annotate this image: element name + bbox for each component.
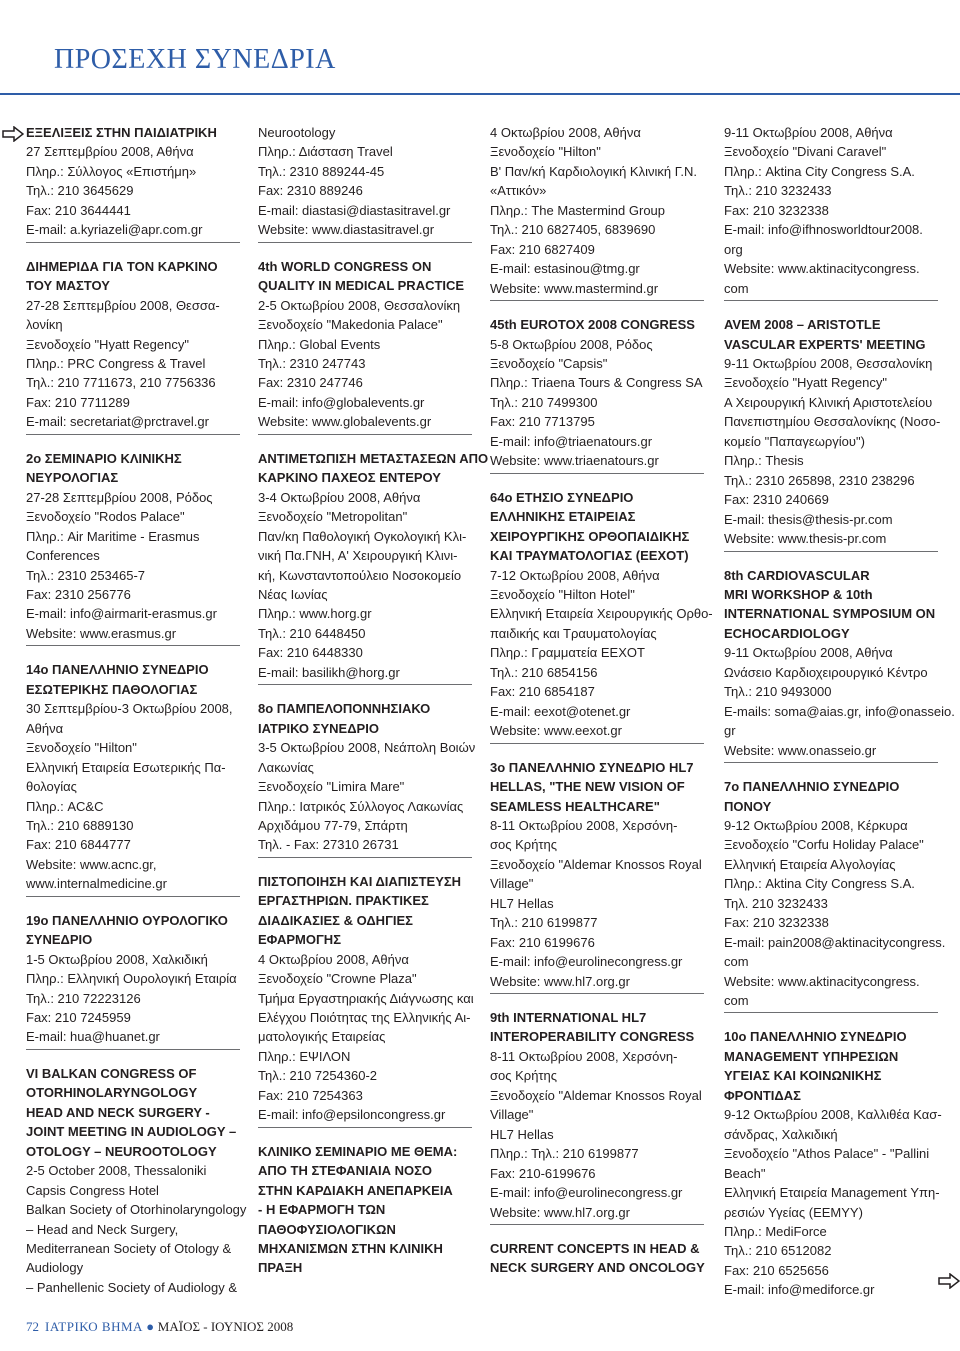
hollow-arrow-right-icon bbox=[938, 1273, 960, 1289]
entry-detail-line: Πληρ.: Thesis bbox=[724, 453, 804, 469]
entry-heading-line: 45th EUROTOX 2008 CONGRESS bbox=[490, 317, 695, 333]
conference-entry bbox=[26, 1064, 247, 1297]
entry-heading-line: CURRENT CONCEPTS IN HEAD & bbox=[490, 1241, 700, 1257]
title-rule bbox=[0, 93, 960, 95]
entry-heading-line: ΥΓΕΙΑΣ ΚΑΙ ΚΟΙΝΩΝΙΚΗΣ bbox=[724, 1068, 882, 1084]
entry-detail-line: E-mail: pain2008@aktinacitycongress. bbox=[724, 934, 946, 950]
entry-detail-line: Fax: 210 6854187 bbox=[490, 684, 595, 700]
entry-detail-line: E-mail: info@mediforce.gr bbox=[724, 1282, 875, 1298]
conference-entry bbox=[724, 315, 941, 551]
entry-detail-line: παιδικής και Τραυματολογίας bbox=[490, 625, 657, 641]
entry-detail-line: Website: www.mastermind.gr bbox=[490, 280, 659, 296]
entry-detail-line: Πληρ.: Γραμματεία ΕΕΧΟΤ bbox=[490, 645, 645, 661]
entry-detail-line: Ελληνική Εταιρεία Εσωτερικής Πα- bbox=[26, 759, 226, 775]
entry-detail-line: Τηλ.: 210 6827405, 6839690 bbox=[490, 222, 656, 238]
entry-detail-line: E-mail: hua@huanet.gr bbox=[26, 1029, 160, 1045]
entry-detail-line: Τηλ. - Fax: 27310 26731 bbox=[258, 837, 399, 853]
entry-heading-line: JOINT MEETING IN AUDIOLOGY – bbox=[26, 1124, 237, 1140]
entry-detail-line: 9-11 Οκτωβρίου 2008, Αθήνα bbox=[724, 645, 893, 661]
entry-detail-line: νική Πα.ΓΝΗ, Α' Χειρουργική Κλινι- bbox=[258, 548, 458, 564]
conference-entry bbox=[724, 566, 955, 764]
entry-detail-line: Τηλ.: 210 7499300 bbox=[490, 394, 598, 410]
entry-detail-line: E-mail: thesis@thesis-pr.com bbox=[724, 511, 893, 527]
entry-heading-line: ΧΕΙΡΟΥΡΓΙΚΗΣ ΟΡΘΟΠΑΙΔΙΚΗΣ bbox=[490, 528, 690, 544]
entry-detail-line: Πληρ.: The Mastermind Group bbox=[490, 202, 666, 218]
entry-heading-line: HEAD AND NECK SURGERY - bbox=[26, 1104, 210, 1120]
entry-heading-line: VASCULAR EXPERTS' MEETING bbox=[724, 336, 926, 352]
entry-detail-line: Τηλ.: 210 3232433 bbox=[724, 183, 832, 199]
column-4 bbox=[724, 123, 955, 1314]
entry-detail-line: org bbox=[724, 241, 743, 257]
entry-detail-line: Website: www.acnc.gr, bbox=[26, 856, 157, 872]
entry-detail-line: E-mail: secretariat@prctravel.gr bbox=[26, 414, 209, 430]
entry-heading-line: ECHOCARDIOLOGY bbox=[724, 625, 850, 641]
entry-heading-line: ΦΡΟΝΤΙΔΑΣ bbox=[724, 1087, 801, 1103]
entry-detail-line: 4 Οκτωβρίου 2008, Αθήνα bbox=[258, 951, 409, 967]
entry-detail-line: Fax: 210 3232338 bbox=[724, 915, 829, 931]
hollow-arrow-right-icon bbox=[2, 126, 24, 142]
entry-detail-line: Πανεπιστημίου Θεσσαλονίκης (Νοσο- bbox=[724, 414, 941, 430]
entry-detail-line: E-mail: info@globalevents.gr bbox=[258, 394, 425, 410]
entry-detail-line: λονίκη bbox=[26, 317, 63, 333]
conference-entry bbox=[258, 257, 472, 435]
entry-detail-line: Ελληνική Εταιρεία Management Υπη- bbox=[724, 1185, 940, 1201]
entry-detail-line: Ξενοδοχείο "Hilton Hotel" bbox=[490, 586, 635, 602]
entry-detail-line: 2-5 Οκτωβρίου 2008, Θεσσαλονίκη bbox=[258, 297, 461, 313]
entry-detail-line: Website: www.triaenatours.gr bbox=[490, 453, 659, 469]
entry-detail-line: Πληρ.: PRC Congress & Travel bbox=[26, 355, 206, 371]
entry-heading-line: OTOLOGY – NEUROOTOLOGY bbox=[26, 1143, 217, 1159]
entry-detail-line: Ξενοδοχείο "Capsis" bbox=[490, 355, 608, 371]
entry-detail-line: Website: www.thesis-pr.com bbox=[724, 531, 887, 547]
entry-detail-line: Fax: 210 6448330 bbox=[258, 645, 363, 661]
entry-detail-line: ματολογικής Εταιρείας bbox=[258, 1029, 386, 1045]
entry-detail-line: Τηλ.: 210 6889130 bbox=[26, 817, 134, 833]
entry-heading-line: ΑΠΟ ΤΗ ΣΤΕΦΑΝΙΑΙΑ ΝΟΣΟ bbox=[258, 1163, 432, 1179]
entry-detail-line: Πληρ.: Σύλλογος «Επιστήμη» bbox=[26, 163, 197, 179]
entry-heading-line: INTERNATIONAL SYMPOSIUM ON bbox=[724, 606, 936, 622]
entry-detail-line: Fax: 2310 247746 bbox=[258, 375, 363, 391]
entry-detail-line: 7-12 Οκτωβρίου 2008, Αθήνα bbox=[490, 567, 660, 583]
entry-heading-line: HELLAS, "THE NEW VISION OF bbox=[490, 779, 685, 795]
entry-detail-line: Fax: 210 6199676 bbox=[490, 934, 595, 950]
entry-heading-line: ΕΡΓΑΣΤΗΡΙΩΝ. ΠΡΑΚΤΙΚΕΣ bbox=[258, 893, 429, 909]
entry-detail-line: Νέας Ιωνίας bbox=[258, 586, 328, 602]
entry-detail-line: Capsis Congress Hotel bbox=[26, 1182, 159, 1198]
entry-detail-line: Ξενοδοχείο "Metropolitan" bbox=[258, 509, 408, 525]
entry-detail-line: Αρχιδάμου 77-79, Σπάρτη bbox=[258, 817, 408, 833]
entry-detail-line: σάνδρας, Χαλκιδική bbox=[724, 1126, 838, 1142]
entry-detail-line: E-mail: eexot@otenet.gr bbox=[490, 703, 631, 719]
entry-detail-line: σος Κρήτης bbox=[490, 837, 558, 853]
entry-detail-line: σος Κρήτης bbox=[490, 1068, 558, 1084]
entry-detail-line: 9-11 Οκτωβρίου 2008, Αθήνα bbox=[724, 125, 893, 140]
conference-entry bbox=[724, 777, 946, 1013]
conference-entry bbox=[26, 911, 240, 1050]
entry-detail-line: com bbox=[724, 280, 749, 296]
conference-entry bbox=[26, 257, 240, 435]
entry-detail-line: 27-28 Σεπτεμβρίου 2008, Θεσσα- bbox=[26, 297, 220, 313]
entry-heading-line: ΕΛΛΗΝΙΚΗΣ ΕΤΑΙΡΕΙΑΣ bbox=[490, 509, 636, 525]
entry-heading-line: 19ο ΠΑΝΕΛΛΗΝΙΟ ΟΥΡΟΛΟΓΙΚΟ bbox=[26, 912, 228, 928]
entry-detail-line: Village" bbox=[490, 1107, 534, 1123]
entry-detail-line: Balkan Society of Otorhinolaryngology bbox=[26, 1202, 247, 1218]
entry-detail-line: Audiology bbox=[26, 1260, 84, 1276]
entry-heading-line: 3ο ΠΑΝΕΛΛΗΝΙΟ ΣΥΝΕΔΡΙΟ HL7 bbox=[490, 759, 694, 775]
entry-detail-line: Τηλ.: 2310 265898, 2310 238296 bbox=[724, 472, 915, 488]
conference-entry bbox=[490, 1239, 704, 1278]
entry-detail-line: E-mail: info@eurolinecongress.gr bbox=[490, 954, 683, 970]
entry-detail-line: Πληρ.: Aktina City Congress S.A. bbox=[724, 876, 915, 892]
conference-entry bbox=[724, 1027, 942, 1299]
entry-detail-line: Πληρ.: Air Maritime - Erasmus bbox=[26, 528, 200, 544]
entry-heading-line: 7ο ΠΑΝΕΛΛΗΝΙΟ ΣΥΝΕΔΡΙΟ bbox=[724, 779, 900, 795]
entry-detail-line: 3-5 Οκτωβρίου 2008, Νεάπολη Βοιών bbox=[258, 740, 476, 756]
entry-detail-line: 8-11 Οκτωβρίου 2008, Χερσόνη- bbox=[490, 1048, 678, 1064]
conference-entry bbox=[490, 488, 713, 744]
entry-heading-line: ΠΡΑΞΗ bbox=[258, 1260, 303, 1276]
entry-detail-line: Fax: 2310 889246 bbox=[258, 183, 363, 199]
entry-detail-line: Ελέγχου Ποιότητας της Ελληνικής Αι- bbox=[258, 1010, 471, 1026]
entry-detail-line: www.internalmedicine.gr bbox=[26, 876, 167, 892]
entry-heading-line: ΕΞΕΛΙΞΕΙΣ ΣΤΗΝ ΠΑΙΔΙΑΤΡΙΚΗ bbox=[26, 125, 217, 140]
entry-heading-line: ΚΛΙΝΙΚΟ ΣΕΜΙΝΑΡΙΟ ΜΕ ΘΕΜΑ: bbox=[258, 1143, 458, 1159]
entry-detail-line: Ξενοδοχείο "Corfu Holiday Palace" bbox=[724, 837, 924, 853]
entry-heading-line: VI BALKAN CONGRESS OF bbox=[26, 1065, 197, 1081]
entry-heading-line: AVEM 2008 – ARISTOTLE bbox=[724, 317, 881, 333]
entry-detail-line: 8-11 Οκτωβρίου 2008, Χερσόνη- bbox=[490, 817, 678, 833]
entry-detail-line: Website: www.onasseio.gr bbox=[724, 742, 877, 758]
entry-detail-line: Fax: 210 6844777 bbox=[26, 837, 131, 853]
entry-detail-line: Website: www.hl7.org.gr bbox=[490, 973, 630, 989]
entry-detail-line: Πληρ.: Global Events bbox=[258, 336, 381, 352]
page-title: ΠΡΟΣΕΧΗ ΣΥΝΕΔΡΙΑ bbox=[54, 44, 336, 75]
entry-detail-line: Website: www.eexot.gr bbox=[490, 723, 622, 739]
entry-detail-line: θολογίας bbox=[26, 779, 77, 795]
entry-heading-line: MRI WORKSHOP & 10th bbox=[724, 586, 873, 602]
entry-detail-line: Website: www.aktinacitycongress. bbox=[724, 973, 920, 989]
entry-detail-line: Ξενοδοχείο "Crowne Plaza" bbox=[258, 971, 417, 987]
entry-detail-line: Mediterranean Society of Otology & bbox=[26, 1241, 232, 1257]
entry-detail-line: Πληρ.: Ιατρικός Σύλλογος Λακωνίας bbox=[258, 798, 464, 814]
entry-detail-line: gr bbox=[724, 723, 736, 739]
conference-entry bbox=[490, 123, 704, 301]
entry-detail-line: Τηλ.: 2310 889244-45 bbox=[258, 163, 385, 179]
entry-heading-line: 10ο ΠΑΝΕΛΛΗΝΙΟ ΣΥΝΕΔΡΙΟ bbox=[724, 1029, 907, 1045]
conference-entry bbox=[490, 1008, 704, 1225]
entry-detail-line: Fax: 210 3232338 bbox=[724, 202, 829, 218]
conference-entry bbox=[258, 449, 489, 685]
entry-detail-line: Α Χειρουργική Κλινική Αριστοτελείου bbox=[724, 394, 933, 410]
entry-heading-line: - Η ΕΦΑΡΜΟΓΗ ΤΩΝ bbox=[258, 1202, 386, 1218]
entry-heading-line: SEAMLESS HEALTHCARE" bbox=[490, 798, 660, 814]
entry-heading-line: 14ο ΠΑΝΕΛΛΗΝΙΟ ΣΥΝΕΔΡΙΟ bbox=[26, 662, 209, 678]
entry-detail-line: Ξενοδοχείο "Aldemar Knossos Royal bbox=[490, 856, 702, 872]
entry-detail-line: Village" bbox=[490, 876, 534, 892]
entry-detail-line: 27 Σεπτεμβρίου 2008, Αθήνα bbox=[26, 144, 194, 160]
entry-detail-line: Fax: 210 7713795 bbox=[490, 414, 595, 430]
entry-detail-line: Website: www.aktinacitycongress. bbox=[724, 261, 920, 277]
entry-detail-line: 1-5 Οκτωβρίου 2008, Χαλκιδική bbox=[26, 951, 208, 967]
footer-bullet: ● bbox=[146, 1319, 155, 1334]
entry-detail-line: Πληρ.: Ελληνική Ουρολογική Εταιρία bbox=[26, 971, 237, 987]
entry-detail-line: 5-8 Οκτωβρίου 2008, Ρόδος bbox=[490, 336, 653, 352]
entry-detail-line: 27-28 Σεπτεμβρίου 2008, Ρόδος bbox=[26, 489, 213, 505]
conference-entry bbox=[490, 315, 704, 474]
entry-heading-line: ΝΕΥΡΟΛΟΓΙΑΣ bbox=[26, 470, 119, 486]
entry-heading-line: 2ο ΣΕΜΙΝΑΡΙΟ ΚΛΙΝΙΚΗΣ bbox=[26, 450, 182, 466]
entry-heading-line: MANAGEMENT ΥΠΗΡΕΣΙΩΝ bbox=[724, 1048, 899, 1064]
entry-heading-line: ΠΑΘΟΦΥΣΙΟΛΟΓΙΚΩΝ bbox=[258, 1221, 396, 1237]
entry-heading-line: ΚΑΡΚΙΝΟ ΠΑΧΕΟΣ ΕΝΤΕΡΟΥ bbox=[258, 470, 441, 486]
entry-heading-line: 64ο ΕΤΗΣΙΟ ΣΥΝΕΔΡΙΟ bbox=[490, 489, 634, 505]
column-1 bbox=[26, 123, 247, 1311]
entry-detail-line: 30 Σεπτεμβρίου-3 Οκτωβρίου 2008, bbox=[26, 701, 233, 717]
conference-entry bbox=[26, 660, 240, 896]
entry-detail-line: Πληρ.: Διάσταση Travel bbox=[258, 144, 393, 160]
entry-heading-line: ΑΝΤΙΜΕΤΩΠΙΣΗ ΜΕΤΑΣΤΑΣΕΩΝ ΑΠΟ bbox=[258, 450, 489, 466]
entry-detail-line: Website: www.globalevents.gr bbox=[258, 414, 432, 430]
entry-detail-line: Beach" bbox=[724, 1165, 766, 1181]
entry-detail-line: Ξενοδοχείο "Hilton" bbox=[26, 740, 137, 756]
entry-detail-line: Β' Παν/κή Καρδιολογική Κλινική Γ.Ν. bbox=[490, 163, 698, 179]
entry-detail-line: E-mail: info@eurolinecongress.gr bbox=[490, 1185, 683, 1201]
entry-detail-line: Τηλ.: 210 7711673, 210 7756336 bbox=[26, 375, 216, 391]
entry-heading-line: ΣΤΗΝ ΚΑΡΔΙΑΚΗ ΑΝΕΠΑΡΚΕΙΑ bbox=[258, 1182, 453, 1198]
entry-detail-line: Fax: 210 3644441 bbox=[26, 202, 131, 218]
entry-heading-line: 9th INTERNATIONAL HL7 bbox=[490, 1010, 647, 1026]
entry-detail-line: Ξενοδοχείο "Hilton" bbox=[490, 144, 601, 160]
entry-heading-line: ΠΟΝΟΥ bbox=[724, 798, 772, 814]
entry-detail-line: Τηλ.: 210 9493000 bbox=[724, 684, 832, 700]
entry-heading-line: QUALITY IN MEDICAL PRACTICE bbox=[258, 278, 465, 294]
entry-detail-line: Τηλ.: 210 72223126 bbox=[26, 990, 141, 1006]
entry-detail-line: Ξενοδοχείο "Makedonia Palace" bbox=[258, 317, 443, 333]
entry-detail-line: Πληρ.: MediForce bbox=[724, 1224, 827, 1240]
conference-entry bbox=[724, 123, 938, 301]
entry-heading-line: ΔΙΗΜΕΡΙΔΑ ΓΙΑ ΤΟΝ ΚΑΡΚΙΝΟ bbox=[26, 258, 218, 274]
entry-detail-line: Τηλ.: 210 6854156 bbox=[490, 664, 598, 680]
entry-heading-line: ΕΣΩΤΕΡΙΚΗΣ ΠΑΘΟΛΟΓΙΑΣ bbox=[26, 681, 198, 697]
entry-detail-line: Τηλ.: 210 6448450 bbox=[258, 625, 366, 641]
entry-detail-line: Τμήμα Εργαστηριακής Διάγνωσης και bbox=[258, 990, 474, 1006]
entry-detail-line: Ξενοδοχείο "Limira Mare" bbox=[258, 779, 405, 795]
column-3 bbox=[490, 123, 713, 1292]
entry-heading-line: ΜΗΧΑΝΙΣΜΩΝ ΣΤΗΝ ΚΛΙΝΙΚΗ bbox=[258, 1241, 443, 1257]
entry-detail-line: E-mail: info@ifhnosworldtour2008. bbox=[724, 222, 923, 238]
entry-detail-line: Πληρ.: Triaena Tours & Congress SA bbox=[490, 375, 703, 391]
entry-detail-line: Fax: 2310 240669 bbox=[724, 492, 829, 508]
entry-detail-line: Τηλ.: 210 6512082 bbox=[724, 1243, 832, 1259]
conference-entry bbox=[258, 123, 472, 243]
entry-heading-line: ΔΙΑΔΙΚΑΣΙΕΣ & ΟΔΗΓΙΕΣ bbox=[258, 912, 413, 928]
entry-detail-line: Ελληνική Εταιρεία Αλγολογίας bbox=[724, 856, 896, 872]
entry-heading-line: ΠΙΣΤΟΠΟΙΗΣΗ ΚΑΙ ΔΙΑΠΙΣΤΕΥΣΗ bbox=[258, 873, 462, 889]
conference-entry bbox=[258, 699, 476, 858]
entry-detail-line: E-mail: info@triaenatours.gr bbox=[490, 433, 653, 449]
entry-detail-line: 3-4 Οκτωβρίου 2008, Αθήνα bbox=[258, 489, 421, 505]
conference-entry bbox=[258, 1142, 472, 1278]
entry-detail-line: Λακωνίας bbox=[258, 759, 314, 775]
entry-detail-line: Website: www.hl7.org.gr bbox=[490, 1204, 630, 1220]
entry-heading-line: ΕΦΑΡΜΟΓΗΣ bbox=[258, 932, 341, 948]
entry-detail-line: κομείο "Παπαγεωργίου") bbox=[724, 433, 865, 449]
entry-detail-line: 9-12 Οκτωβρίου 2008, Καλλιθέα Κασ- bbox=[724, 1107, 942, 1123]
entry-detail-line: 2-5 October 2008, Thessaloniki bbox=[26, 1163, 207, 1179]
entry-detail-line: Fax: 210 6827409 bbox=[490, 241, 595, 257]
entry-heading-line: INTEROPERABILITY CONGRESS bbox=[490, 1029, 695, 1045]
entry-detail-line: Τηλ.: 210 7254360-2 bbox=[258, 1068, 378, 1084]
entry-detail-line: Conferences bbox=[26, 548, 100, 564]
entry-detail-line: Fax: 210 6525656 bbox=[724, 1262, 829, 1278]
entry-detail-line: Τηλ.: 210 3645629 bbox=[26, 183, 134, 199]
entry-detail-line: com bbox=[724, 993, 749, 1009]
entry-detail-line: Τηλ.: 2310 247743 bbox=[258, 355, 366, 371]
entry-heading-line: ΤΟΥ ΜΑΣΤΟΥ bbox=[26, 278, 110, 294]
entry-detail-line: E-mail: basilikh@horg.gr bbox=[258, 664, 400, 680]
entry-detail-line: Τηλ. 210 3232433 bbox=[724, 895, 828, 911]
entry-detail-line: Fax: 210 7245959 bbox=[26, 1010, 131, 1026]
issue-date: ΜΑΪΟΣ - ΙΟΥΝΙΟΣ 2008 bbox=[157, 1319, 294, 1334]
entry-detail-line: E-mail: info@airmarit-erasmus.gr bbox=[26, 606, 217, 622]
magazine-name: ΙΑΤΡΙΚΟ ΒΗΜΑ bbox=[45, 1319, 143, 1334]
entry-heading-line: 4th WORLD CONGRESS ON bbox=[258, 258, 432, 274]
entry-detail-line: HL7 Hellas bbox=[490, 895, 554, 911]
entry-detail-line: κή, Κωνσταντοπούλειο Νοσοκομείο bbox=[258, 567, 462, 583]
entry-detail-line: Ελληνική Εταιρεία Χειρουργικής Ορθο- bbox=[490, 606, 713, 622]
entry-detail-line: Fax: 210-6199676 bbox=[490, 1165, 596, 1181]
entry-detail-line: Website: www.diastasitravel.gr bbox=[258, 222, 435, 238]
column-2 bbox=[258, 123, 489, 1292]
entry-detail-line: com bbox=[724, 954, 749, 970]
entry-detail-line: Τηλ.: 2310 253465-7 bbox=[26, 567, 146, 583]
entry-detail-line: Πληρ.: Τηλ.: 210 6199877 bbox=[490, 1146, 639, 1162]
entry-detail-line: E-mail: a.kyriazeli@apr.com.gr bbox=[26, 222, 203, 238]
entry-detail-line: Ξενοδοχείο "Aldemar Knossos Royal bbox=[490, 1087, 702, 1103]
entry-detail-line: – Head and Neck Surgery, bbox=[26, 1221, 179, 1237]
entry-detail-line: Website: www.erasmus.gr bbox=[26, 625, 177, 641]
entry-detail-line: E-mails: soma@aias.gr, info@onasseio. bbox=[724, 703, 955, 719]
conference-entry bbox=[490, 758, 704, 994]
conference-entry bbox=[26, 449, 240, 647]
entry-detail-line: Τηλ.: 210 6199877 bbox=[490, 915, 598, 931]
conference-entry bbox=[26, 123, 240, 243]
entry-detail-line: 4 Οκτωβρίου 2008, Αθήνα bbox=[490, 125, 641, 140]
entry-detail-line: Ξενοδοχείο "Hyatt Regency" bbox=[724, 375, 887, 391]
page-number: 72 bbox=[26, 1319, 39, 1334]
entry-detail-line: Ξενοδοχείο "Rodos Palace" bbox=[26, 509, 185, 525]
entry-detail-line: 9-12 Οκτωβρίου 2008, Κέρκυρα bbox=[724, 817, 908, 833]
entry-detail-line: «Αττικόν» bbox=[490, 183, 547, 199]
entry-detail-line: ρεσιών Υγείας (ΕΕΜΥΥ) bbox=[724, 1204, 863, 1220]
entry-heading-line: 8th CARDIOVASCULAR bbox=[724, 567, 870, 583]
entry-detail-line: Fax: 2310 256776 bbox=[26, 586, 131, 602]
entry-detail-line: E-mail: info@epsiloncongress.gr bbox=[258, 1107, 446, 1123]
entry-detail-line: E-mail: estasinou@tmg.gr bbox=[490, 261, 640, 277]
entry-detail-line: Ωνάσειο Καρδιοχειρουργικό Κέντρο bbox=[724, 664, 928, 680]
entry-detail-line: Αθήνα bbox=[26, 720, 64, 736]
entry-detail-line: – Panhellenic Society of Audiology & bbox=[26, 1279, 238, 1295]
entry-heading-line: ΚΑΙ ΤΡΑΥΜΑΤΟΛΟΓΙΑΣ (ΕΕΧΟΤ) bbox=[490, 548, 689, 564]
page-footer bbox=[26, 1319, 293, 1335]
entry-detail-line: Πληρ.: Aktina City Congress S.A. bbox=[724, 163, 915, 179]
entry-heading-line: NECK SURGERY AND ONCOLOGY bbox=[490, 1260, 705, 1276]
entry-detail-line: Πληρ.: ΕΨΙΛΟΝ bbox=[258, 1048, 351, 1064]
entry-detail-line: Πληρ.: AC&C bbox=[26, 798, 104, 814]
entry-detail-line: 9-11 Οκτωβρίου 2008, Θεσσαλονίκη bbox=[724, 355, 933, 371]
entry-heading-line: OTORHINOLARYNGOLOGY bbox=[26, 1085, 198, 1101]
entry-detail-line: Ξενοδοχείο "Hyatt Regency" bbox=[26, 336, 189, 352]
entry-detail-line: Πληρ.: www.horg.gr bbox=[258, 606, 372, 622]
entry-detail-line: Fax: 210 7254363 bbox=[258, 1087, 363, 1103]
entry-heading-line: ΙΑΤΡΙΚΟ ΣΥΝΕΔΡΙΟ bbox=[258, 720, 379, 736]
conference-entry bbox=[258, 872, 472, 1128]
entry-detail-line: Fax: 210 7711289 bbox=[26, 394, 130, 410]
entry-heading-line: ΣΥΝΕΔΡΙΟ bbox=[26, 932, 93, 948]
entry-detail-line: Ξενοδοχείο "Athos Palace" - "Pallini bbox=[724, 1146, 930, 1162]
entry-detail-line: Neurootology bbox=[258, 125, 336, 140]
entry-detail-line: E-mail: diastasi@diastasitravel.gr bbox=[258, 202, 451, 218]
entry-detail-line: HL7 Hellas bbox=[490, 1126, 554, 1142]
entry-detail-line: Παν/κη Παθολογική Ογκολογική Κλι- bbox=[258, 528, 467, 544]
entry-heading-line: 8ο ΠΑΜΠΕΛΟΠΟΝΝΗΣΙΑΚΟ bbox=[258, 701, 431, 717]
entry-detail-line: Ξενοδοχείο "Divani Caravel" bbox=[724, 144, 887, 160]
